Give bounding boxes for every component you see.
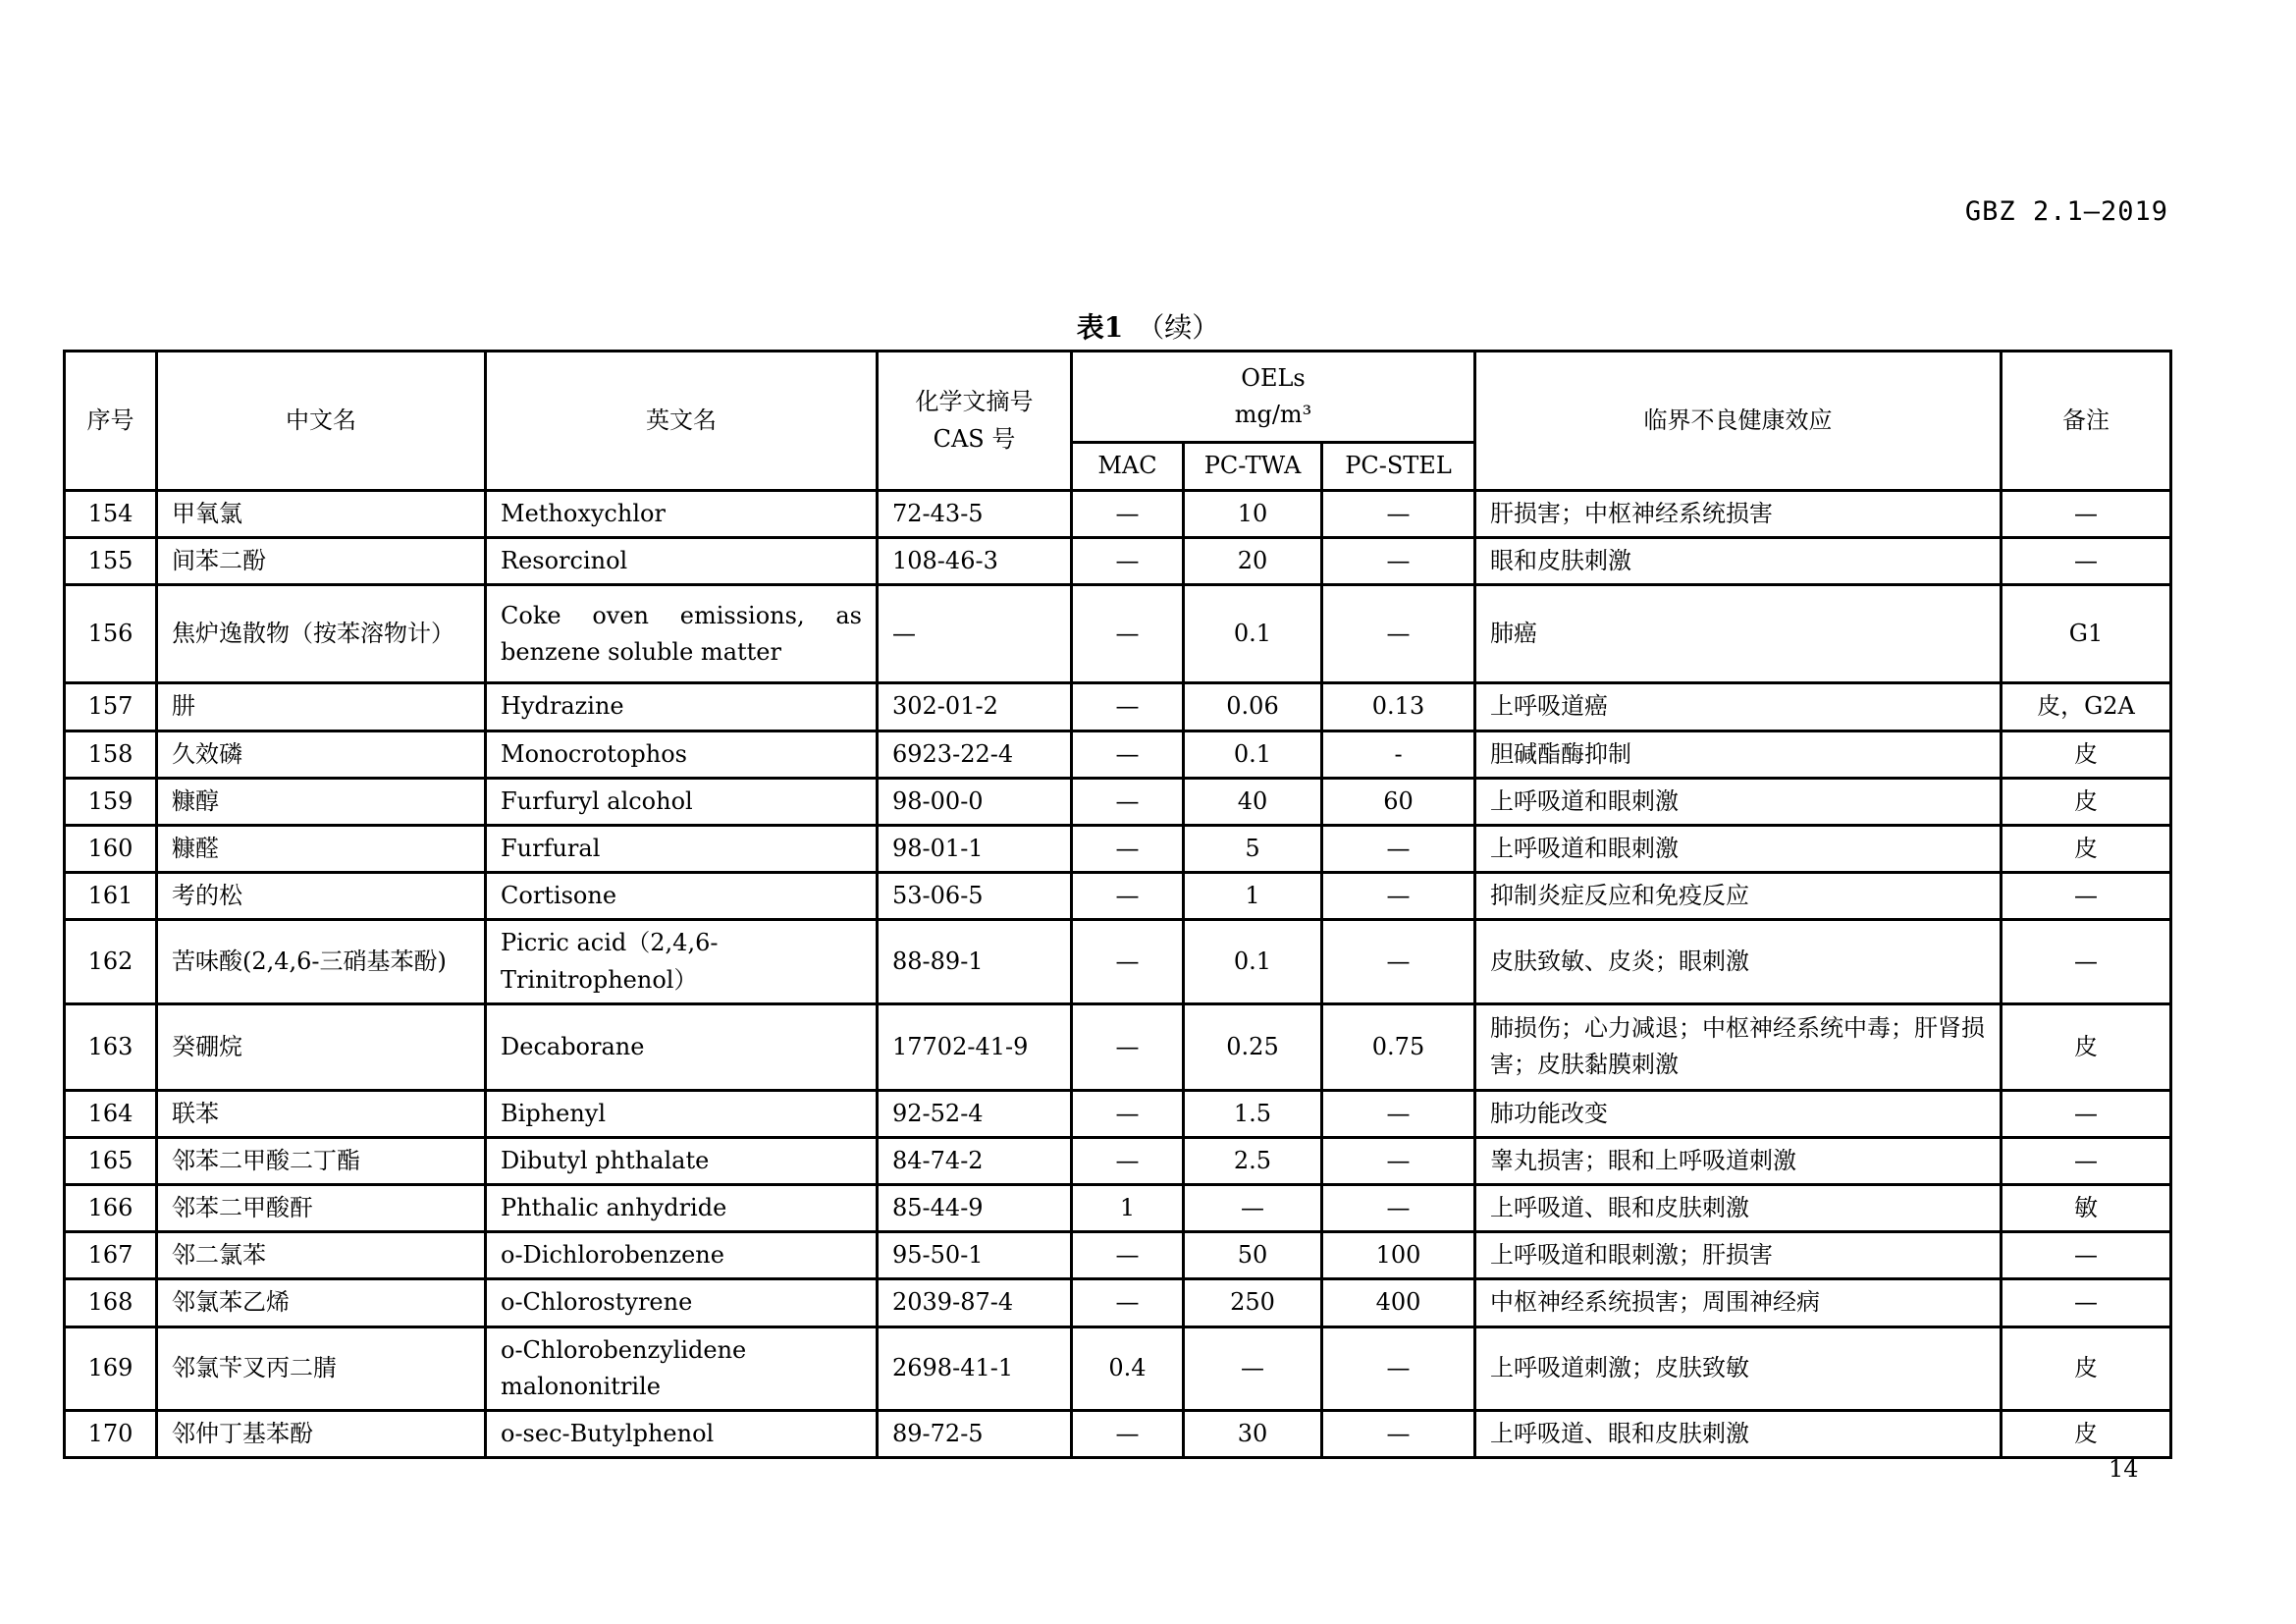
cell-note: — (2002, 491, 2171, 538)
cell-cn-name: 肼 (157, 683, 486, 731)
table-row (65, 1090, 2171, 1137)
cell-mac: — (1072, 1279, 1184, 1326)
table-name: 表1 (1076, 311, 1124, 344)
cell-pc-stel: — (1322, 825, 1475, 872)
cell-pc-twa: 20 (1184, 538, 1322, 585)
cell-en-name: o-sec-Butylphenol (486, 1411, 878, 1458)
cell-no: 165 (65, 1137, 157, 1184)
table-row (65, 1326, 2171, 1410)
cell-cas: 89-72-5 (878, 1411, 1072, 1458)
cell-no: 170 (65, 1411, 157, 1458)
cell-pc-twa: 10 (1184, 491, 1322, 538)
cell-no: 163 (65, 1003, 157, 1090)
page-number: 14 (2109, 1455, 2139, 1483)
cell-pc-twa: 5 (1184, 825, 1322, 872)
cell-en-name: Dibutyl phthalate (486, 1137, 878, 1184)
cell-no: 158 (65, 731, 157, 778)
table-row (65, 920, 2171, 1003)
header-mac: MAC (1072, 443, 1184, 491)
cell-en-name: Monocrotophos (486, 731, 878, 778)
cell-no: 164 (65, 1090, 157, 1137)
cell-pc-stel: — (1322, 1185, 1475, 1232)
cell-pc-twa: 0.25 (1184, 1003, 1322, 1090)
cell-cas: 53-06-5 (878, 873, 1072, 920)
cell-no: 159 (65, 778, 157, 825)
cell-cas: 2039-87-4 (878, 1279, 1072, 1326)
cell-cn-name: 甲氧氯 (157, 491, 486, 538)
header-oels (1072, 352, 1475, 443)
cell-pc-twa: 250 (1184, 1279, 1322, 1326)
cell-en-name: Furfuryl alcohol (486, 778, 878, 825)
cell-pc-stel: — (1322, 1411, 1475, 1458)
cell-cn-name: 邻二氯苯 (157, 1232, 486, 1279)
cell-note: — (2002, 873, 2171, 920)
cell-cn-name: 间苯二酚 (157, 538, 486, 585)
cell-cas: 92-52-4 (878, 1090, 1072, 1137)
table-row (65, 1003, 2171, 1090)
header-cn-name: 中文名 (157, 352, 486, 491)
cell-pc-stel: — (1322, 1090, 1475, 1137)
cell-no: 155 (65, 538, 157, 585)
cell-pc-stel: — (1322, 585, 1475, 683)
cell-mac: — (1072, 778, 1184, 825)
cell-effect: 肝损害；中枢神经系统损害 (1475, 491, 2002, 538)
cell-no: 157 (65, 683, 157, 731)
cell-mac: — (1072, 491, 1184, 538)
cell-cn-name: 邻苯二甲酸二丁酯 (157, 1137, 486, 1184)
cell-pc-twa: 1.5 (1184, 1090, 1322, 1137)
cell-effect: 胆碱酯酶抑制 (1475, 731, 2002, 778)
cell-note: — (2002, 1137, 2171, 1184)
standard-code: GBZ 2.1—2019 (1964, 196, 2168, 227)
cell-en-name: o-Chlorobenzylidene malononitrile (486, 1326, 878, 1410)
cell-pc-stel: — (1322, 538, 1475, 585)
cell-pc-twa: 30 (1184, 1411, 1322, 1458)
cell-mac: — (1072, 920, 1184, 1003)
cell-effect: 肺癌 (1475, 585, 2002, 683)
cell-no: 162 (65, 920, 157, 1003)
header-cas (878, 352, 1072, 491)
cell-effect: 皮肤致敏、皮炎；眼刺激 (1475, 920, 2002, 1003)
cell-pc-twa: 0.1 (1184, 920, 1322, 1003)
cell-en-name: Furfural (486, 825, 878, 872)
table-row (65, 1137, 2171, 1184)
cell-cas: 6923-22-4 (878, 731, 1072, 778)
table-row (65, 778, 2171, 825)
cell-pc-twa: 50 (1184, 1232, 1322, 1279)
cell-mac: 0.4 (1072, 1326, 1184, 1410)
cell-mac: — (1072, 683, 1184, 731)
cell-cn-name: 联苯 (157, 1090, 486, 1137)
cell-en-name: Picric acid（2,4,6-Trinitrophenol） (486, 920, 878, 1003)
cell-en-name: Cortisone (486, 873, 878, 920)
cell-effect: 上呼吸道和眼刺激 (1475, 778, 2002, 825)
cell-cn-name: 糠醛 (157, 825, 486, 872)
table-row (65, 1279, 2171, 1326)
cell-effect: 中枢神经系统损害；周围神经病 (1475, 1279, 2002, 1326)
cell-cas: 95-50-1 (878, 1232, 1072, 1279)
cell-pc-twa: 2.5 (1184, 1137, 1322, 1184)
table-row (65, 825, 2171, 872)
cell-note: 皮 (2002, 1411, 2171, 1458)
table-title (0, 306, 2296, 346)
cell-note: 皮，G2A (2002, 683, 2171, 731)
cell-mac: — (1072, 731, 1184, 778)
cell-note: — (2002, 1279, 2171, 1326)
header-cas-line2: CAS 号 (933, 424, 1016, 453)
cell-mac: — (1072, 1232, 1184, 1279)
cell-cn-name: 邻仲丁基苯酚 (157, 1411, 486, 1458)
cell-cn-name: 苦味酸(2,4,6-三硝基苯酚) (157, 920, 486, 1003)
cell-en-name: Resorcinol (486, 538, 878, 585)
header-pc-stel: PC-STEL (1322, 443, 1475, 491)
cell-pc-stel: 400 (1322, 1279, 1475, 1326)
cell-cas: 302-01-2 (878, 683, 1072, 731)
cell-en-name: Methoxychlor (486, 491, 878, 538)
cell-pc-twa: — (1184, 1185, 1322, 1232)
cell-effect: 抑制炎症反应和免疫反应 (1475, 873, 2002, 920)
cell-en-name: Biphenyl (486, 1090, 878, 1137)
header-oels-label: OELs (1241, 363, 1306, 392)
table-header-row (65, 352, 2171, 443)
cell-pc-stel: — (1322, 920, 1475, 1003)
table-row (65, 731, 2171, 778)
header-no: 序号 (65, 352, 157, 491)
cell-cn-name: 癸硼烷 (157, 1003, 486, 1090)
table-continued-label: （续） (1137, 311, 1220, 344)
cell-pc-stel: — (1322, 873, 1475, 920)
cell-cn-name: 邻氯苯乙烯 (157, 1279, 486, 1326)
cell-en-name: Hydrazine (486, 683, 878, 731)
header-cas-line1: 化学文摘号 (915, 388, 1034, 416)
cell-cas: 84-74-2 (878, 1137, 1072, 1184)
cell-note: — (2002, 920, 2171, 1003)
cell-mac: — (1072, 585, 1184, 683)
cell-no: 154 (65, 491, 157, 538)
cell-cas: 88-89-1 (878, 920, 1072, 1003)
cell-no: 167 (65, 1232, 157, 1279)
cell-effect: 上呼吸道刺激；皮肤致敏 (1475, 1326, 2002, 1410)
cell-pc-stel: — (1322, 1326, 1475, 1410)
cell-cas: 98-00-0 (878, 778, 1072, 825)
cell-note: 皮 (2002, 825, 2171, 872)
table-row (65, 491, 2171, 538)
cell-note: 皮 (2002, 1003, 2171, 1090)
cell-mac: — (1072, 1137, 1184, 1184)
cell-pc-twa: 0.1 (1184, 585, 1322, 683)
cell-no: 160 (65, 825, 157, 872)
cell-pc-stel: 0.13 (1322, 683, 1475, 731)
cell-cas: — (878, 585, 1072, 683)
cell-cn-name: 邻苯二甲酸酐 (157, 1185, 486, 1232)
cell-pc-stel: 0.75 (1322, 1003, 1475, 1090)
header-effect: 临界不良健康效应 (1475, 352, 2002, 491)
cell-effect: 肺功能改变 (1475, 1090, 2002, 1137)
cell-cas: 2698-41-1 (878, 1326, 1072, 1410)
cell-en-name: o-Chlorostyrene (486, 1279, 878, 1326)
cell-note: 皮 (2002, 778, 2171, 825)
cell-pc-stel: — (1322, 491, 1475, 538)
cell-cas: 72-43-5 (878, 491, 1072, 538)
cell-pc-twa: 0.1 (1184, 731, 1322, 778)
cell-pc-stel: 60 (1322, 778, 1475, 825)
cell-cas: 98-01-1 (878, 825, 1072, 872)
cell-effect: 上呼吸道和眼刺激 (1475, 825, 2002, 872)
cell-cn-name: 久效磷 (157, 731, 486, 778)
cell-no: 169 (65, 1326, 157, 1410)
header-pc-twa: PC-TWA (1184, 443, 1322, 491)
header-oels-unit: mg/m³ (1234, 401, 1312, 428)
cell-mac: — (1072, 1090, 1184, 1137)
cell-effect: 上呼吸道癌 (1475, 683, 2002, 731)
cell-en-name: Phthalic anhydride (486, 1185, 878, 1232)
cell-cn-name: 考的松 (157, 873, 486, 920)
cell-mac: — (1072, 873, 1184, 920)
table-row (65, 538, 2171, 585)
cell-no: 156 (65, 585, 157, 683)
oel-table (63, 350, 2172, 1459)
cell-mac: — (1072, 1003, 1184, 1090)
table-body (65, 491, 2171, 1458)
cell-effect: 肺损伤；心力减退；中枢神经系统中毒；肝肾损害；皮肤黏膜刺激 (1475, 1003, 2002, 1090)
cell-pc-stel: - (1322, 731, 1475, 778)
cell-note: — (2002, 538, 2171, 585)
table-row (65, 1185, 2171, 1232)
cell-no: 161 (65, 873, 157, 920)
cell-note: 敏 (2002, 1185, 2171, 1232)
cell-note: — (2002, 1232, 2171, 1279)
cell-cas: 17702-41-9 (878, 1003, 1072, 1090)
cell-note: 皮 (2002, 731, 2171, 778)
cell-en-name: Decaborane (486, 1003, 878, 1090)
cell-note: — (2002, 1090, 2171, 1137)
cell-effect: 眼和皮肤刺激 (1475, 538, 2002, 585)
header-en-name: 英文名 (486, 352, 878, 491)
cell-mac: — (1072, 538, 1184, 585)
header-note: 备注 (2002, 352, 2171, 491)
cell-mac: — (1072, 825, 1184, 872)
cell-mac: — (1072, 1411, 1184, 1458)
cell-pc-stel: 100 (1322, 1232, 1475, 1279)
cell-en-name: o-Dichlorobenzene (486, 1232, 878, 1279)
table-row (65, 1411, 2171, 1458)
table-row (65, 1232, 2171, 1279)
cell-cas: 85-44-9 (878, 1185, 1072, 1232)
cell-pc-twa: 1 (1184, 873, 1322, 920)
table-row (65, 585, 2171, 683)
cell-no: 168 (65, 1279, 157, 1326)
cell-effect: 睾丸损害；眼和上呼吸道刺激 (1475, 1137, 2002, 1184)
table-row (65, 683, 2171, 731)
cell-cas: 108-46-3 (878, 538, 1072, 585)
cell-pc-stel: — (1322, 1137, 1475, 1184)
cell-note: G1 (2002, 585, 2171, 683)
cell-effect: 上呼吸道、眼和皮肤刺激 (1475, 1185, 2002, 1232)
cell-no: 166 (65, 1185, 157, 1232)
cell-effect: 上呼吸道、眼和皮肤刺激 (1475, 1411, 2002, 1458)
cell-cn-name: 邻氯苄叉丙二腈 (157, 1326, 486, 1410)
cell-pc-twa: 0.06 (1184, 683, 1322, 731)
cell-pc-twa: 40 (1184, 778, 1322, 825)
cell-cn-name: 糠醇 (157, 778, 486, 825)
cell-effect: 上呼吸道和眼刺激；肝损害 (1475, 1232, 2002, 1279)
table-row (65, 873, 2171, 920)
cell-mac: 1 (1072, 1185, 1184, 1232)
cell-cn-name: 焦炉逸散物（按苯溶物计） (157, 585, 486, 683)
cell-note: 皮 (2002, 1326, 2171, 1410)
cell-en-name: Coke oven emissions, as benzene soluble matter (486, 585, 878, 683)
cell-pc-twa: — (1184, 1326, 1322, 1410)
